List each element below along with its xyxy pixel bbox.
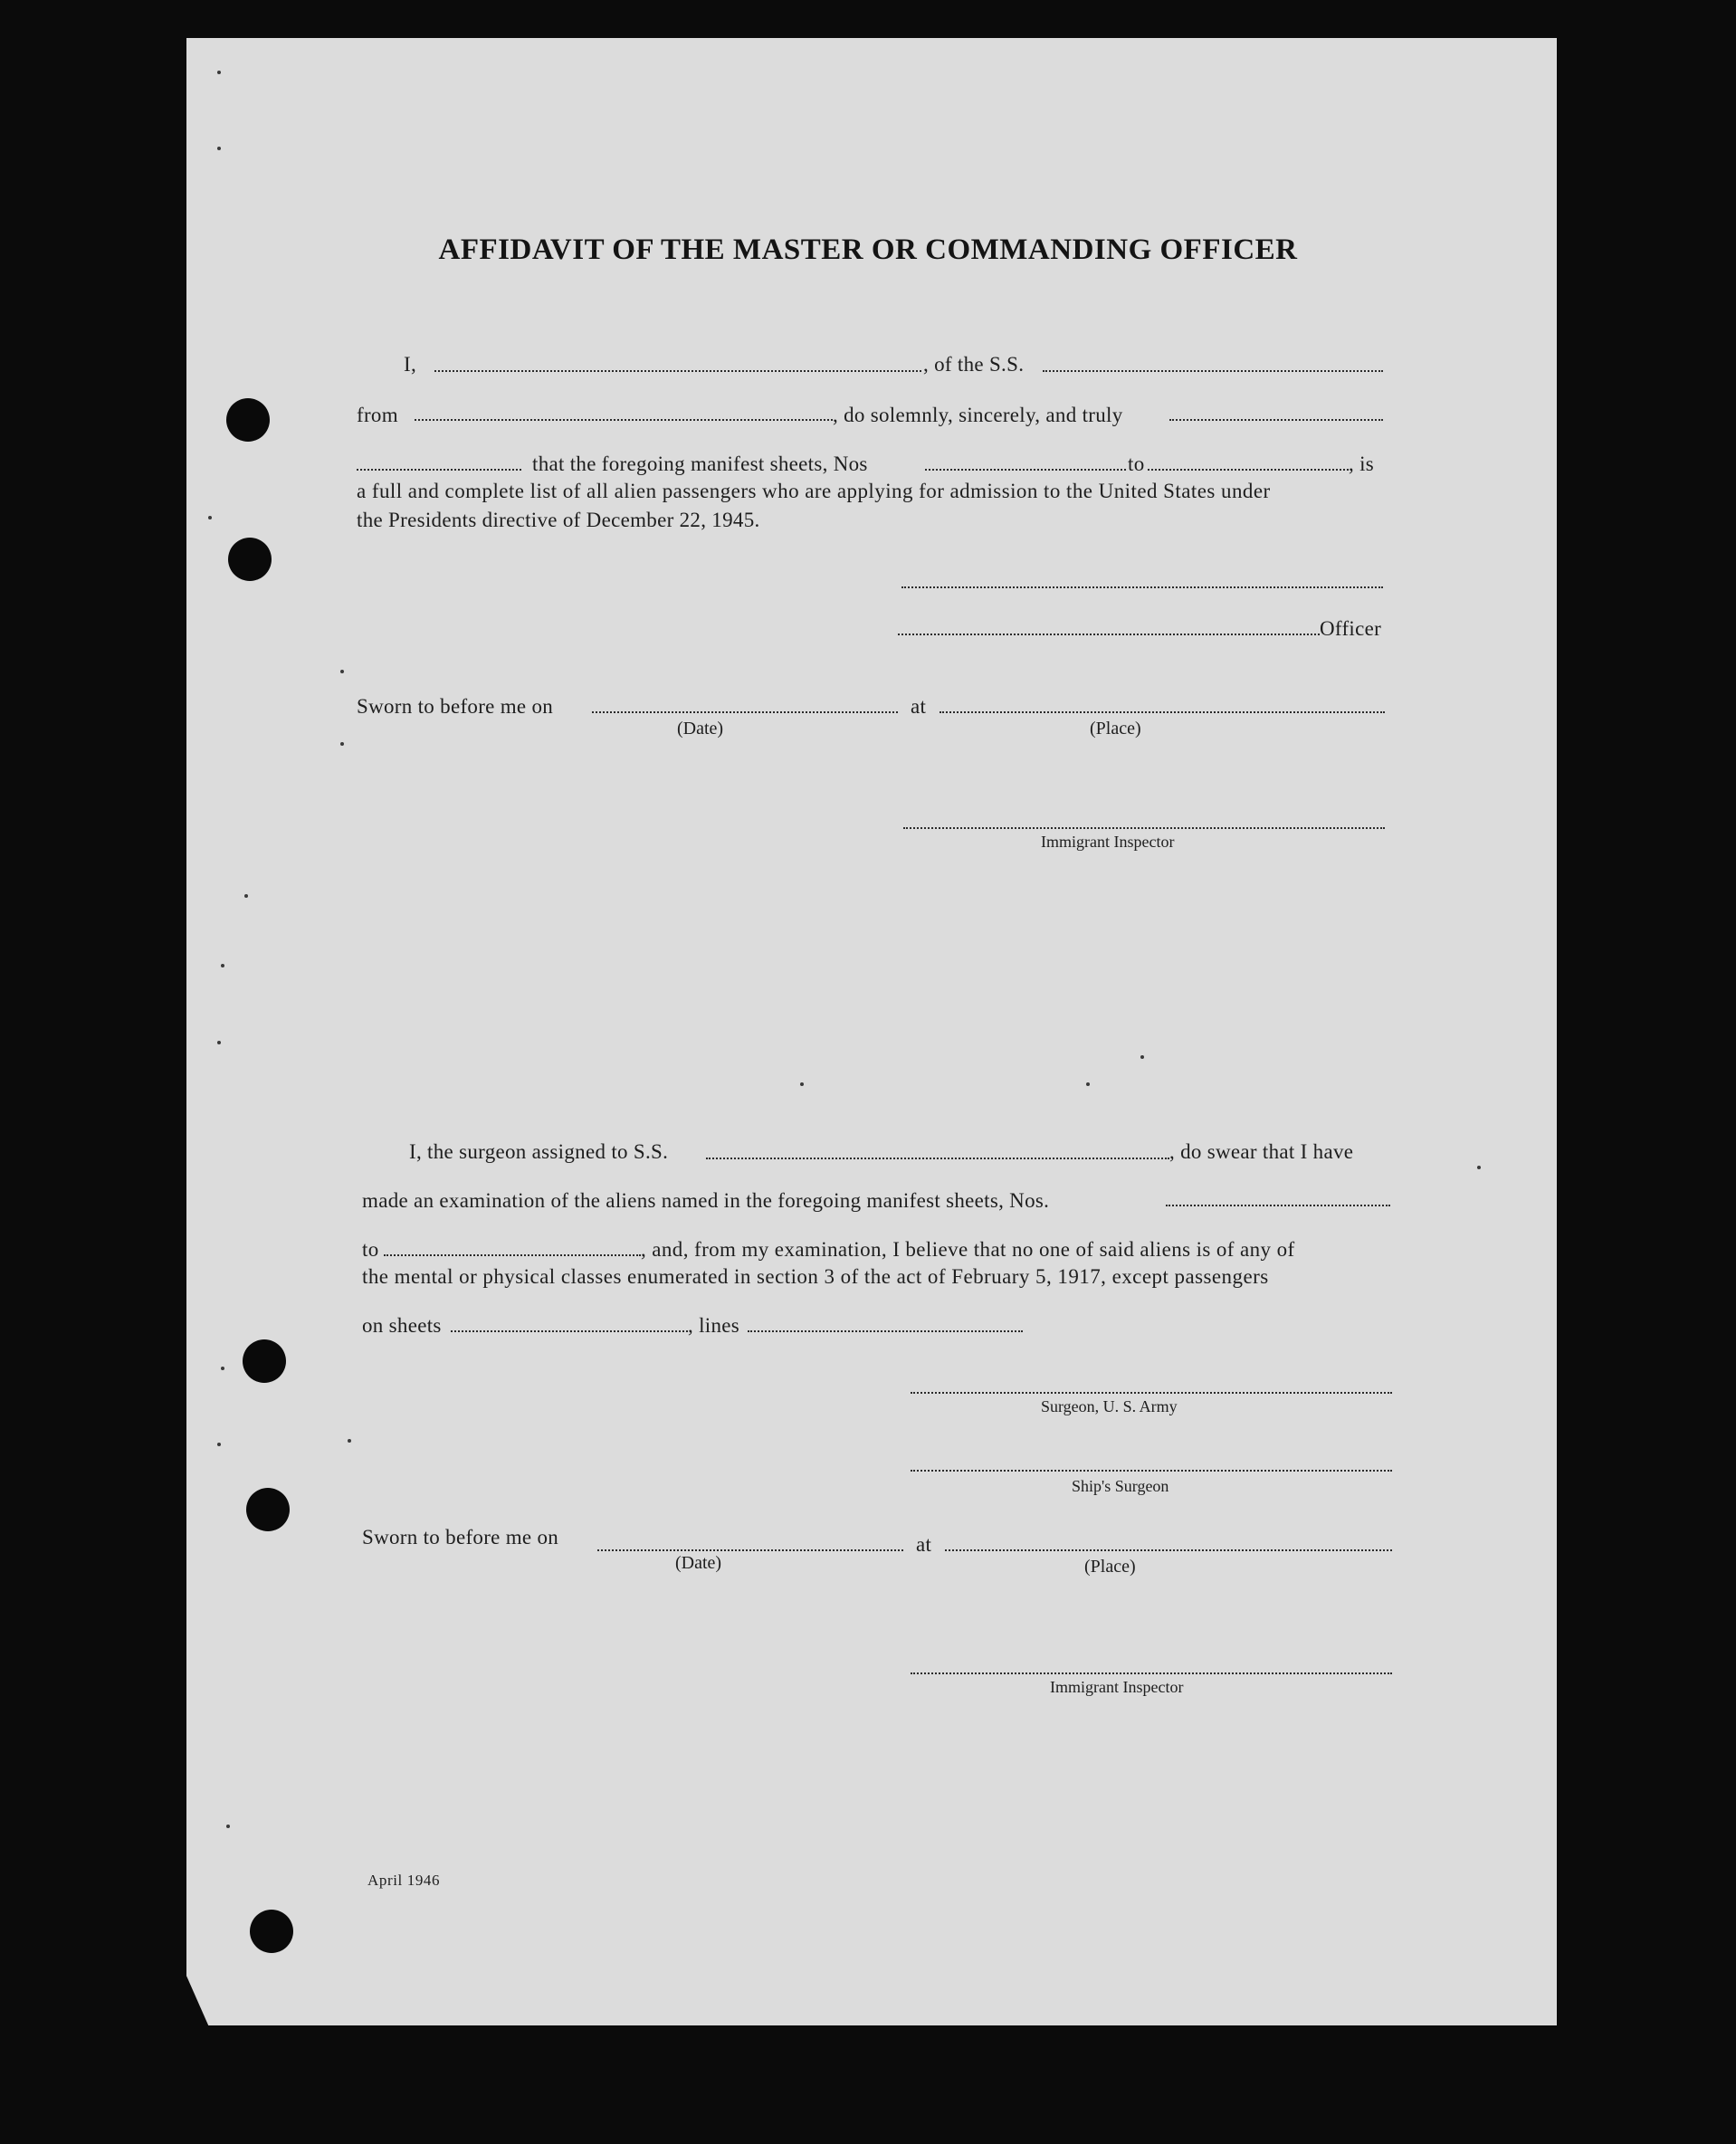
surgeon-line4: the mental or physical classes enumerated in section 3 of the act of February 5, 1917, except passengers: [362, 1265, 1269, 1288]
departure-port-field[interactable]: [415, 419, 833, 421]
sheet-to-field[interactable]: [1148, 469, 1349, 471]
ship-surgeon-signature-field[interactable]: [911, 1470, 1392, 1472]
sworn-date-field-2[interactable]: [597, 1549, 903, 1551]
footer-date: April 1946: [367, 1872, 441, 1889]
surgeon-sheet-to-field[interactable]: [384, 1254, 641, 1256]
ship-name-field[interactable]: [1043, 370, 1383, 372]
sworn-label-1: Sworn to before me on: [357, 695, 554, 718]
at-label-2: at: [916, 1533, 932, 1556]
sworn-label-2: Sworn to before me on: [362, 1526, 559, 1548]
inspector-signature-field-1[interactable]: [903, 827, 1385, 829]
master-line2-solemnly: , do solemnly, sincerely, and truly: [833, 404, 1123, 426]
surgeon-ship-field[interactable]: [706, 1158, 1169, 1159]
sworn-date-field-1[interactable]: [592, 711, 898, 713]
sworn-place-field-2[interactable]: [945, 1549, 1392, 1551]
surgeon-line3-text: , and, from my examination, I believe that no one of said aliens is of any of: [641, 1238, 1295, 1261]
surgeon-line1-suffix: , do swear that I have: [1169, 1140, 1354, 1163]
form-title: AFFIDAVIT OF THE MASTER OR COMMANDING OFFICER: [438, 233, 1298, 266]
at-label-1: at: [911, 695, 927, 718]
master-signature-field[interactable]: [901, 586, 1383, 588]
surgeon-line5-lines: , lines: [688, 1314, 740, 1337]
surgeon-sheet-from-field[interactable]: [1166, 1205, 1390, 1206]
master-line3-text: that the foregoing manifest sheets, Nos: [532, 453, 868, 475]
master-line1-prefix: I,: [404, 353, 417, 376]
master-line1-ship-label: , of the S.S.: [923, 353, 1025, 376]
sworn-place-field-1[interactable]: [940, 711, 1385, 713]
punch-hole: [250, 1910, 293, 1953]
date-caption-1: (Date): [677, 719, 724, 738]
master-name-field[interactable]: [434, 370, 921, 372]
except-lines-field[interactable]: [748, 1330, 1023, 1332]
master-line5: the Presidents directive of December 22, 1945.: [357, 509, 760, 531]
ship-surgeon-caption: Ship's Surgeon: [1072, 1477, 1169, 1495]
sheet-from-field[interactable]: [925, 469, 1126, 471]
officer-name-field[interactable]: [898, 634, 1320, 635]
inspector-caption-1: Immigrant Inspector: [1041, 833, 1175, 851]
surgeon-line5-sheets: on sheets: [362, 1314, 442, 1337]
master-line3-to: to: [1128, 453, 1145, 475]
punch-hole: [228, 538, 272, 581]
surgeon-line1-prefix: I, the surgeon assigned to S.S.: [409, 1140, 669, 1163]
inspector-caption-2: Immigrant Inspector: [1050, 1678, 1184, 1696]
army-surgeon-signature-field[interactable]: [911, 1392, 1392, 1394]
date-caption-2: (Date): [675, 1553, 722, 1573]
inspector-signature-field-2[interactable]: [911, 1672, 1392, 1674]
master-line4: a full and complete list of all alien passengers who are applying for admission to the United States under: [357, 480, 1271, 502]
punch-hole: [226, 398, 270, 442]
oath-word-field[interactable]: [1169, 419, 1383, 421]
punch-hole: [243, 1339, 286, 1383]
place-caption-2: (Place): [1084, 1557, 1136, 1577]
surgeon-line3-to: to: [362, 1238, 379, 1261]
army-surgeon-caption: Surgeon, U. S. Army: [1041, 1397, 1178, 1415]
place-caption-1: (Place): [1090, 719, 1141, 738]
except-sheets-field[interactable]: [451, 1330, 688, 1332]
form-page: [186, 38, 1557, 2025]
surgeon-line2: made an examination of the aliens named in the foregoing manifest sheets, Nos.: [362, 1189, 1050, 1212]
master-line2-from: from: [357, 404, 398, 426]
punch-hole: [246, 1488, 290, 1531]
oath-word-field-2[interactable]: [357, 469, 521, 471]
officer-label: Officer: [1320, 617, 1382, 640]
master-line3-is: , is: [1349, 453, 1375, 475]
